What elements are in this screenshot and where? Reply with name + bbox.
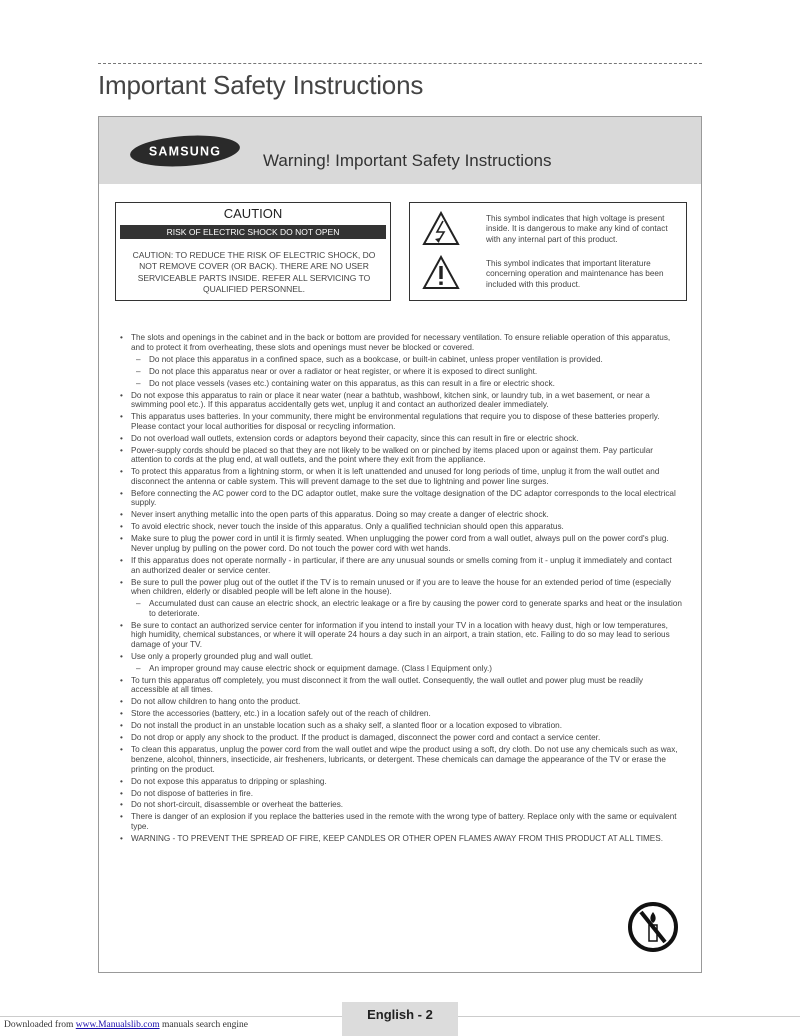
safety-subitem: – Accumulated dust can cause an electric shock, an electric leakage or a fire by causing the power cord to generate sparks and heat or the insulation to deteriorate. [119, 599, 683, 618]
safety-subitem: – Do not place this apparatus near or over a radiator or heat register, or where it is exposed to direct sunlight. [119, 367, 683, 377]
high-voltage-warning-icon [422, 211, 460, 247]
safety-item: • Never insert anything metallic into the open parts of this apparatus. Doing so may create a danger of electric shock. [119, 510, 683, 520]
download-suffix: manuals search engine [161, 1020, 248, 1030]
safety-item: • Do not overload wall outlets, extension cords or adaptors beyond their capacity, since this can result in fire or electric shock. [119, 434, 683, 444]
caution-bar: RISK OF ELECTRIC SHOCK DO NOT OPEN [120, 225, 386, 239]
safety-item: • Do not allow children to hang onto the product. [119, 697, 683, 707]
top-divider [98, 63, 702, 64]
safety-item: • The slots and openings in the cabinet and in the back or bottom are provided for necessary ventilation. To ensure reliable operation of this apparatus, and to protect it from overheating, these slots and openings must never be blocked or covered. [119, 333, 683, 352]
safety-item: • To turn this apparatus off completely, you must disconnect it from the wall outlet. Consequently, the wall outlet and power plug must be readily accessible at all times. [119, 676, 683, 695]
download-prefix: Downloaded from [4, 1020, 74, 1030]
safety-item: • There is danger of an explosion if you replace the batteries used in the remote with the wrong type of battery. Replace only with the same or equivalent type. [119, 812, 683, 831]
safety-item: • Make sure to plug the power cord in until it is firmly seated. When unplugging the power cord from a wall outlet, always pull on the power cord's plug. Never unplug by pulling on the power cord. Do not touch the power cord with wet hands. [119, 534, 683, 553]
safety-item: • Do not dispose of batteries in fire. [119, 789, 683, 799]
panel-heading: Warning! Important Safety Instructions [263, 151, 552, 170]
no-open-flame-icon [627, 901, 679, 953]
safety-item: • To protect this apparatus from a lightning storm, or when it is left unattended and unused for long periods of time, unplug it from the wall outlet and disconnect the antenna or cable system. This will prevent damage to the set due to lightning and power line surges. [119, 467, 683, 486]
samsung-logo [129, 135, 241, 167]
caution-box [115, 202, 391, 301]
download-note [4, 1020, 248, 1030]
safety-item: • To clean this apparatus, unplug the power cord from the wall outlet and wipe the product using a soft, dry cloth. Do not use any chemicals such as wax, benzene, alcohol, thinners, insecticide, air fresheners, lubricants, or detergent. These chemicals can damage the appearance of the TV or erase the printing on the product. [119, 745, 683, 774]
caution-title: CAUTION [223, 206, 283, 221]
safety-item: • Do not expose this apparatus to rain or place it near water (near a bathtub, washbowl, kitchen sink, or laundry tub, in a wet basement, or near a swimming pool etc.). If this apparatus accidentally gets wet, unplug it and contact an authorized dealer immediately. [119, 391, 683, 410]
safety-item: • If this apparatus does not operate normally - in particular, if there are any unusual sounds or smells coming from it - unplug it immediately and contact an authorized dealer or service center. [119, 556, 683, 575]
symbols-box [409, 202, 687, 301]
safety-item: • Use only a properly grounded plug and wall outlet. [119, 652, 683, 662]
caution-text: CAUTION: TO REDUCE THE RISK OF ELECTRIC SHOCK, DO NOT REMOVE COVER (OR BACK). THERE ARE NO USER SERVICEABLE PARTS INSIDE. REFER ALL SERVICING TO QUALIFIED PERSONNEL. [132, 250, 376, 294]
exclamation-symbol-text: This symbol indicates that important literature concerning operation and maintenance has been included with this product. [486, 259, 664, 289]
exclamation-warning-icon [422, 255, 460, 291]
page-number-tab: English - 2 [342, 1002, 458, 1036]
safety-item: • Power-supply cords should be placed so that they are not likely to be walked on or pinched by items placed upon or against them. Pay particular attention to cords at the plug end, at wall outlets, and the point where they exit from the appliance. [119, 446, 683, 465]
safety-item: • Do not expose this apparatus to dripping or splashing. [119, 777, 683, 787]
safety-item: • Do not short-circuit, disassemble or overheat the batteries. [119, 800, 683, 810]
safety-item: • This apparatus uses batteries. In your community, there might be environmental regulations that require you to dispose of these batteries properly. Please contact your local authorities for disposal or recycling information. [119, 412, 683, 431]
safety-subitem: – Do not place vessels (vases etc.) containing water on this apparatus, as this can result in a fire or electric shock. [119, 379, 683, 389]
safety-item: • To avoid electric shock, never touch the inside of this apparatus. Only a qualified technician should open this apparatus. [119, 522, 683, 532]
safety-item: • Before connecting the AC power cord to the DC adaptor outlet, make sure the voltage designation of the DC adaptor corresponds to the local electrical supply. [119, 489, 683, 508]
panel-header [99, 117, 701, 184]
safety-item: • Be sure to contact an authorized service center for information if you intend to install your TV in a location with heavy dust, high or low temperatures, high humidity, chemical substances, or where it will operate 24 hours a day such in an airport, a train station, etc. Failing to do so may lead to serious damage of your TV. [119, 621, 683, 650]
safety-subitem: – An improper ground may cause electric shock or equipment damage. (Class l Equipment only.) [119, 664, 683, 674]
high-voltage-symbol-text: This symbol indicates that high voltage is present inside. It is dangerous to make any kind of contact with any internal part of this product. [486, 214, 668, 244]
manualslib-link[interactable]: www.Manualslib.com [75, 1020, 160, 1030]
page-title: Important Safety Instructions [98, 70, 424, 100]
safety-subitem: – Do not place this apparatus in a confined space, such as a bookcase, or built-in cabinet, unless proper ventilation is provided. [119, 355, 683, 365]
safety-list [119, 333, 683, 949]
safety-panel [98, 116, 702, 973]
safety-items [119, 333, 683, 844]
safety-item: • Store the accessories (battery, etc.) in a location safely out of the reach of children. [119, 709, 683, 719]
safety-item: • Do not drop or apply any shock to the product. If the product is damaged, disconnect the power cord and contact a service center. [119, 733, 683, 743]
logo-text: SAMSUNG [148, 144, 222, 159]
safety-item: • Be sure to pull the power plug out of the outlet if the TV is to remain unused or if you are to leave the house for an extended period of time (especially when children, elderly or disabled people will be left alone in the house). [119, 578, 683, 597]
safety-item: • Do not install the product in an unstable location such as a shaky self, a slanted floor or a location exposed to vibration. [119, 721, 683, 731]
safety-item: • WARNING - TO PREVENT THE SPREAD OF FIRE, KEEP CANDLES OR OTHER OPEN FLAMES AWAY FROM THIS PRODUCT AT ALL TIMES. [119, 834, 683, 844]
